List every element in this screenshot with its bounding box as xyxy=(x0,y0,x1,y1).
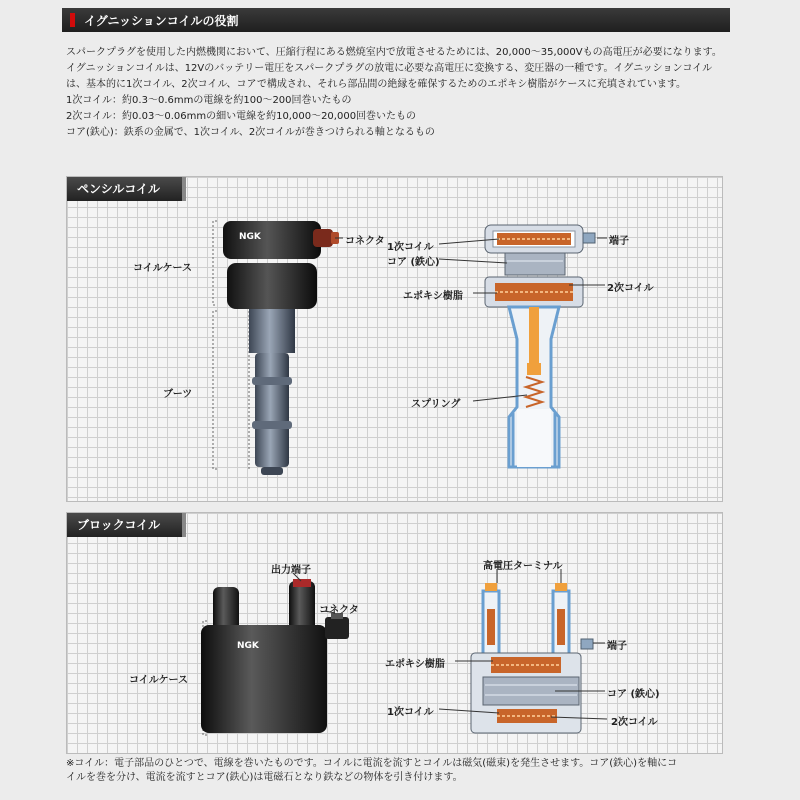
footnote-line: ※コイル：電子部品のひとつで、電線を巻いたものです。コイルに電流を流すとコイルは磁気(磁束)を発生させます。コア(鉄心)を軸にコ xyxy=(66,758,678,769)
block-primary-label: 1次コイル xyxy=(387,707,434,718)
pencil-primary-label: 1次コイル xyxy=(387,242,434,253)
case-bracket xyxy=(213,221,217,305)
boot-bracket xyxy=(213,311,217,469)
pencil-coil-exterior xyxy=(223,221,339,475)
block-case-label: コイルケース xyxy=(129,675,188,686)
header-title: イグニッションコイルの役割 xyxy=(84,14,239,28)
definition-secondary: 2次コイル：約0.03〜0.06mmの細い電線を約10,000〜20,000回巻いたもの xyxy=(66,111,417,122)
block-coil-tab: ブロックコイル xyxy=(67,513,186,537)
block-coil-cutaway xyxy=(471,583,593,733)
pencil-brand-label: NGK xyxy=(239,232,261,242)
connector-plug xyxy=(313,229,333,247)
intro-text xyxy=(66,45,728,141)
block-connector-label: コネクタ xyxy=(319,605,359,616)
pencil-case-label: コイルケース xyxy=(133,263,192,274)
block-brand-label: NGK xyxy=(237,641,259,651)
header-accent xyxy=(70,13,75,27)
pencil-coil-panel xyxy=(66,176,723,502)
block-coil-panel xyxy=(66,512,723,754)
pencil-coil-tab: ペンシルコイル xyxy=(67,177,186,201)
block-terminal-label: 端子 xyxy=(607,641,627,652)
pencil-spring-label: スプリング xyxy=(411,399,461,410)
block-output-label: 出力端子 xyxy=(271,565,311,576)
pencil-secondary-label: 2次コイル xyxy=(607,283,654,294)
output-terminal-icon xyxy=(293,579,311,587)
block-core-label: コア (鉄心) xyxy=(607,689,660,700)
intro-paragraph: スパークプラグを使用した内燃機関において、圧縮行程にある燃焼室内で放電させるためには、20,000〜35,000Vもの高電圧が必要になります。イグニッションコイルは、12Vのバッテリー電圧をスパークプラグの放電に必要な高電圧に変換する、変圧器の一種です。イグニッションコイルは、基本的に1次コイル、2次コイル、コアで構成され、それら部品間の絶縁を確保するためのエポキシ樹脂がケースに充填されています。 xyxy=(66,47,722,90)
pencil-core-label: コア (鉄心) xyxy=(387,257,440,268)
pencil-boot-label: ブーツ xyxy=(163,389,193,400)
definition-core: コア(鉄心)：鉄系の金属で、1次コイル、2次コイルが巻きつけられる軸となるもの xyxy=(66,127,435,138)
pencil-coil-diagram xyxy=(67,177,722,501)
block-hv-terminal-label: 高電圧ターミナル xyxy=(483,561,563,572)
pencil-coil-cutaway xyxy=(485,225,595,467)
definition-primary: 1次コイル：約0.3〜0.6mmの電線を約100〜200回巻いたもの xyxy=(66,95,352,106)
block-epoxy-label: エポキシ樹脂 xyxy=(385,659,445,670)
footnote xyxy=(66,757,728,785)
block-secondary-label: 2次コイル xyxy=(611,717,658,728)
footnote-line: イルを巻を分け、電流を流すとコア(鉄心)は電磁石となり鉄などの物体を引き付けます。 xyxy=(66,772,463,783)
pencil-epoxy-label: エポキシ樹脂 xyxy=(403,291,463,302)
pencil-terminal-label: 端子 xyxy=(609,236,629,247)
pencil-connector-label: コネクタ xyxy=(345,236,385,247)
section-header xyxy=(62,8,730,32)
